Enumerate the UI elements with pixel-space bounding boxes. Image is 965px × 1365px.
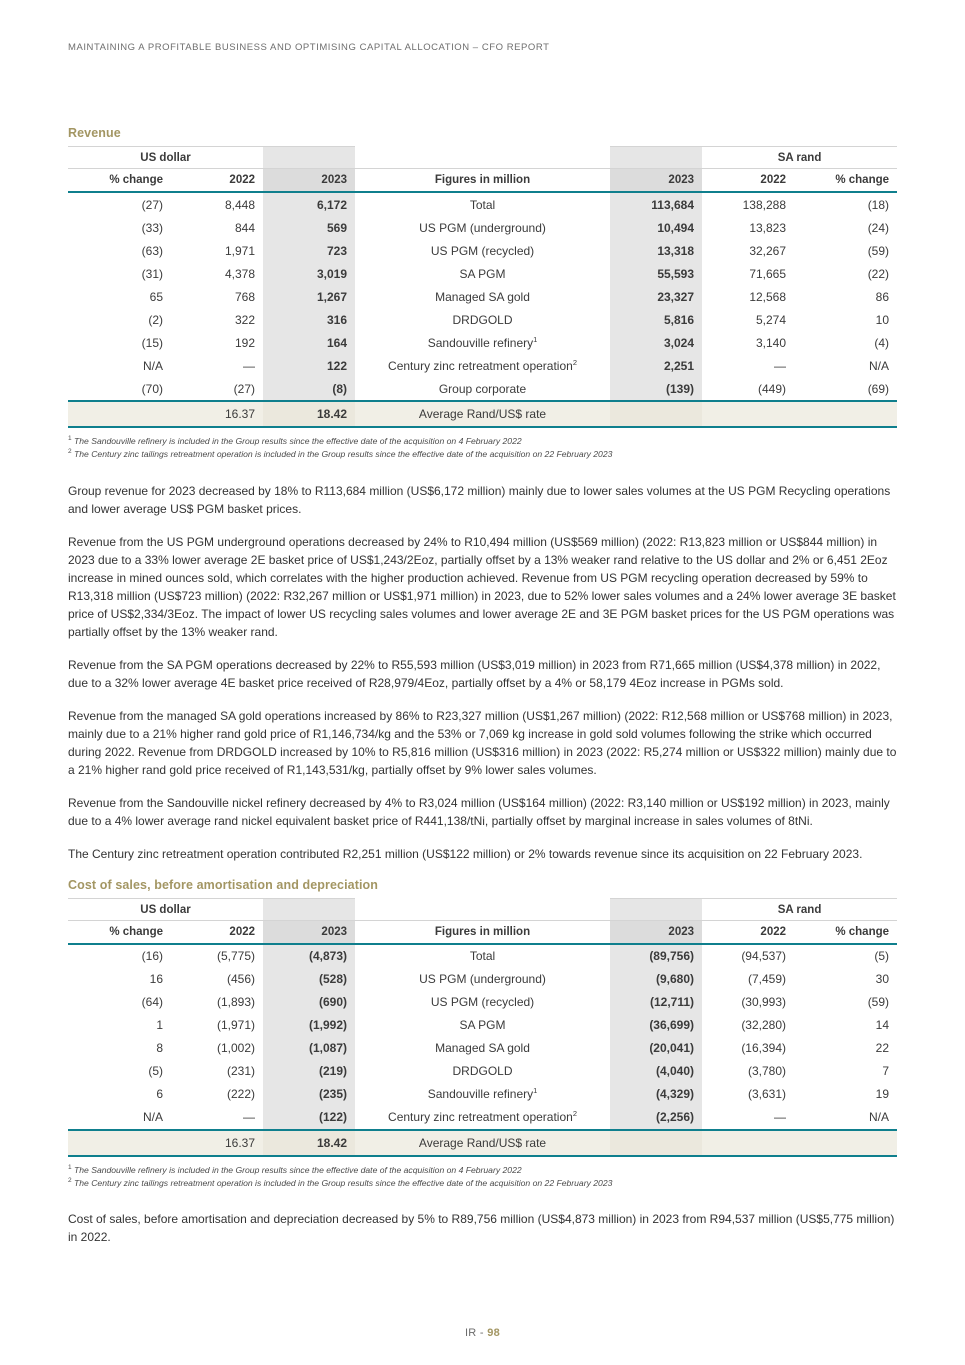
cos-col-zar-2022: 2022 [702, 920, 794, 944]
revenue-footnotes [68, 435, 897, 462]
revenue-row-zar-2022: 3,140 [755, 335, 787, 350]
cos-group-header-row [68, 898, 897, 920]
cos-row-label: Total [469, 949, 496, 964]
cos-group-zar-spacer [610, 898, 702, 920]
revenue-row-usd-pct: (2) [148, 312, 163, 327]
cos-row-zar-2022: (3,631) [747, 1087, 787, 1102]
cos-row-zar-2022: (94,537) [741, 949, 787, 964]
table-row [68, 377, 897, 401]
revenue-row-zar-2023: 23,327 [610, 285, 702, 308]
cos-row-zar-2022: — [774, 1110, 787, 1125]
cost-of-sales-footnotes [68, 1164, 897, 1191]
revenue-total-usd-2023: 18.42 [263, 401, 355, 427]
cos-average-rate-row [68, 1130, 897, 1156]
cos-row-label: US PGM (underground) [419, 972, 546, 987]
cos-row-usd-2023: (528) [263, 968, 355, 991]
revenue-row-usd-pct: (33) [141, 220, 163, 235]
cos-row-usd-2023: (690) [263, 991, 355, 1014]
cost-of-sales-paragraphs [68, 1210, 897, 1246]
cos-row-usd-2022: (1,893) [216, 995, 256, 1010]
footnote-marker: 2 [68, 1177, 72, 1185]
table-row [68, 1037, 897, 1060]
cos-row-zar-2022: (3,780) [747, 1064, 787, 1079]
table-row [68, 285, 897, 308]
revenue-row-zar-2023: 3,024 [610, 331, 702, 354]
cos-row-zar-pct: 7 [882, 1064, 890, 1079]
cost-of-sales-section [68, 878, 897, 1247]
revenue-table-body [68, 192, 897, 401]
revenue-row-zar-2023: 2,251 [610, 354, 702, 377]
cos-footnote: $^2$ The Century zinc tailings retreatment operation is included in the Group results since the effective date of the acquisition on 22 February 2023 [68, 1177, 613, 1188]
table-row [68, 262, 897, 285]
cos-row-usd-2022: (1,002) [216, 1041, 256, 1056]
cos-row-label: US PGM (recycled) [430, 995, 535, 1010]
table-row [68, 308, 897, 331]
table-row [68, 216, 897, 239]
cos-total-usd-2023: 18.42 [263, 1130, 355, 1156]
revenue-group-spacer [355, 147, 610, 169]
cos-row-usd-2022: (231) [227, 1064, 256, 1079]
cos-row-zar-pct: 19 [875, 1087, 890, 1102]
revenue-paragraph: Group revenue for 2023 decreased by 18% to R113,684 million (US$6,172 million) mainly due to lower sales volumes at the US PGM Recycling operations and lower average US$ PGM basket prices. [68, 483, 891, 516]
revenue-row-zar-pct: (18) [867, 197, 890, 212]
cos-row-zar-pct: 14 [875, 1018, 890, 1033]
footer-prefix: IR - [464, 1327, 488, 1339]
revenue-heading: Revenue [68, 126, 121, 140]
revenue-footnote: $^2$ The Century zinc tailings retreatment operation is included in the Group results since the effective date of the acquisition on 22 February 2023 [68, 448, 613, 460]
cos-row-usd-2022: (222) [227, 1087, 256, 1102]
revenue-paragraph: Revenue from the SA PGM operations decreased by 22% to R55,593 million (US$3,019 million) in 2023 from R71,665 million (US$4,378 million) in 2022, due to a 32% lower average 4E basket price received of R28,979/4Eoz, partially offset by a 4% or 58,179 4Eoz increase in PGMs sold. [68, 657, 881, 690]
revenue-row-zar-2022: (449) [758, 381, 787, 396]
cos-row-zar-2022: (30,993) [741, 995, 787, 1010]
revenue-group-usd: US dollar [68, 147, 263, 169]
cos-total-zar-pct [794, 1130, 897, 1156]
revenue-group-usd-spacer [263, 147, 355, 169]
revenue-column-header-row [68, 169, 897, 193]
revenue-row-usd-pct: (70) [141, 381, 163, 396]
cos-row-usd-pct: 16 [149, 972, 163, 987]
revenue-row-zar-pct: (22) [867, 266, 890, 281]
revenue-row-label: Group corporate [438, 381, 527, 396]
cos-paragraph: Cost of sales, before amortisation and depreciation decreased by 5% to R89,756 million (US$4,873 million) in 2023 from R94,537 million (US$5,775 million) in 2022. [68, 1212, 895, 1245]
table-row [68, 239, 897, 262]
page-footer [0, 1327, 965, 1339]
cos-row-zar-2022: (32,280) [741, 1018, 787, 1033]
cos-col-usd-2023: 2023 [263, 920, 355, 944]
footnote-marker: 1 [68, 435, 72, 443]
revenue-row-zar-2022: 138,288 [742, 197, 787, 212]
cos-total-zar-2022 [702, 1130, 794, 1156]
cos-row-zar-2023: (12,711) [610, 991, 702, 1014]
cos-group-usd: US dollar [68, 898, 263, 920]
revenue-row-zar-2022: 32,267 [749, 243, 787, 258]
footnote-marker: 2 [572, 1109, 577, 1119]
revenue-paragraphs [68, 482, 897, 863]
revenue-row-zar-2022: 12,568 [749, 289, 787, 304]
revenue-row-zar-pct: (59) [867, 243, 890, 258]
revenue-row-usd-pct: (27) [141, 197, 163, 212]
revenue-row-usd-pct: N/A [142, 358, 163, 373]
cos-row-usd-pct: (64) [141, 995, 163, 1010]
cos-column-header-row [68, 920, 897, 944]
table-row [68, 991, 897, 1014]
table-row [68, 331, 897, 354]
cos-row-usd-2023: (219) [263, 1060, 355, 1083]
page-content [68, 126, 897, 1261]
cos-row-usd-pct: (16) [141, 949, 163, 964]
revenue-total-label: Average Rand/US$ rate [355, 401, 610, 427]
revenue-row-usd-2023: 122 [263, 354, 355, 377]
footer-page-number: 98 [487, 1327, 501, 1339]
cos-row-label: Managed SA gold [435, 1041, 530, 1056]
revenue-row-usd-2022: (27) [233, 381, 256, 396]
running-header: MAINTAINING A PROFITABLE BUSINESS AND OPTIMISING CAPITAL ALLOCATION – CFO REPORT [68, 42, 550, 53]
revenue-col-figures-label: Figures in million [355, 169, 610, 193]
cos-row-zar-2023: (2,256) [610, 1106, 702, 1130]
cos-group-usd-spacer [263, 898, 355, 920]
revenue-row-usd-2023: 1,267 [263, 285, 355, 308]
revenue-row-usd-2022: 1,971 [224, 243, 256, 258]
revenue-row-zar-pct: (4) [874, 335, 890, 350]
cost-of-sales-table-foot [68, 1130, 897, 1156]
revenue-row-usd-pct: (63) [141, 243, 163, 258]
cos-col-figures-label: Figures in million [355, 920, 610, 944]
revenue-row-zar-pct: 10 [875, 312, 890, 327]
table-row [68, 354, 897, 377]
cos-total-usd-pct [68, 1130, 171, 1156]
revenue-row-zar-2023: 113,684 [610, 192, 702, 216]
cos-row-zar-2022: (16,394) [741, 1041, 787, 1056]
cos-row-zar-2023: (89,756) [610, 944, 702, 968]
revenue-row-label: Total [469, 197, 496, 212]
cos-row-usd-2023: (1,992) [263, 1014, 355, 1037]
table-row [68, 1014, 897, 1037]
revenue-col-usd-2023: 2023 [263, 169, 355, 193]
cos-col-zar-2023: 2023 [610, 920, 702, 944]
cos-row-label: Sandouville refinery$^1$ [427, 1086, 538, 1102]
revenue-row-label: Managed SA gold [435, 289, 530, 304]
revenue-row-zar-2022: 71,665 [749, 266, 787, 281]
cos-row-zar-2023: (9,680) [610, 968, 702, 991]
cos-col-zar-pct-change: % change [794, 920, 897, 944]
cos-row-zar-2023: (20,041) [610, 1037, 702, 1060]
revenue-row-label: US PGM (recycled) [430, 243, 535, 258]
cos-row-zar-pct: 30 [875, 972, 890, 987]
table-row [68, 1083, 897, 1106]
footnote-marker: 1 [533, 1086, 538, 1096]
revenue-paragraph: Revenue from the managed SA gold operations increased by 86% to R23,327 million (US$1,267 million) (2022: R12,568 million or US$768 million) in 2023, mainly due to a 21% higher rand gold price of R1,146,734/kg and the 53% or 7,069 kg increase in gold sold volumes following the strike which occurred during 2022. Revenue from DRDGOLD increased by 10% to R5,816 million (US$316 million) in 2023 (2022: R5,274 million or US$322 million) mainly due to a 21% higher rand gold price received of R1,143,531/kg, partially offset by 9% lower sales volumes. [68, 708, 897, 777]
cos-row-zar-pct: (5) [874, 949, 890, 964]
revenue-total-zar-2022 [702, 401, 794, 427]
revenue-row-label: SA PGM [459, 266, 506, 281]
revenue-row-usd-2022: 4,378 [224, 266, 256, 281]
revenue-total-zar-2023 [610, 401, 702, 427]
table-row [68, 944, 897, 968]
revenue-col-zar-pct-change: % change [794, 169, 897, 193]
revenue-col-zar-2023: 2023 [610, 169, 702, 193]
revenue-row-zar-pct: (24) [867, 220, 890, 235]
revenue-paragraph: Revenue from the Sandouville nickel refinery decreased by 4% to R3,024 million (US$164 million) (2022: R3,140 million or US$192 million) in 2023, mainly due to a 4% lower average rand nickel equivalent basket price of R441,138/tNi, partially offset by marginal increase in sales volumes of 8tNi. [68, 795, 890, 828]
revenue-row-usd-pct: (31) [141, 266, 163, 281]
cos-row-usd-2023: (4,873) [263, 944, 355, 968]
revenue-row-usd-2022: 8,448 [224, 197, 256, 212]
cos-row-zar-2023: (36,699) [610, 1014, 702, 1037]
revenue-table [68, 146, 897, 428]
revenue-row-usd-2023: 164 [263, 331, 355, 354]
revenue-row-usd-2022: — [243, 358, 256, 373]
revenue-row-zar-pct: 86 [875, 289, 890, 304]
revenue-row-usd-pct: (15) [141, 335, 163, 350]
revenue-total-usd-pct [68, 401, 171, 427]
revenue-row-usd-2023: 316 [263, 308, 355, 331]
cos-group-spacer [355, 898, 610, 920]
cos-total-label: Average Rand/US$ rate [355, 1130, 610, 1156]
revenue-row-label: US PGM (underground) [419, 220, 546, 235]
revenue-average-rate-row [68, 401, 897, 427]
revenue-row-zar-pct: (69) [867, 381, 890, 396]
cos-row-usd-2022: (5,775) [216, 949, 256, 964]
cos-group-zar: SA rand [702, 898, 897, 920]
revenue-row-usd-2023: 3,019 [263, 262, 355, 285]
table-row [68, 968, 897, 991]
table-row [68, 192, 897, 216]
cost-of-sales-table-body [68, 944, 897, 1130]
cos-row-label: SA PGM [459, 1018, 506, 1033]
revenue-row-usd-2022: 844 [234, 220, 256, 235]
footnote-marker: 2 [572, 357, 577, 367]
revenue-row-label: Sandouville refinery$^1$ [427, 334, 538, 350]
revenue-row-zar-2023: 13,318 [610, 239, 702, 262]
revenue-row-usd-2023: 723 [263, 239, 355, 262]
cos-row-usd-pct: (5) [148, 1064, 163, 1079]
cos-footnote: $^1$ The Sandouville refinery is included in the Group results since the effective date of the acquisition on 4 February 2022 [68, 1163, 522, 1175]
cos-row-zar-2022: (7,459) [747, 972, 787, 987]
cos-row-label: DRDGOLD [452, 1064, 513, 1079]
revenue-footnote: $^1$ The Sandouville refinery is included in the Group results since the effective date of the acquisition on 4 February 2022 [68, 435, 522, 446]
table-row [68, 1106, 897, 1130]
revenue-row-zar-2022: 5,274 [755, 312, 787, 327]
cos-row-usd-2022: — [243, 1110, 256, 1125]
revenue-row-zar-2022: 13,823 [749, 220, 787, 235]
revenue-row-usd-2023: 569 [263, 216, 355, 239]
revenue-col-usd-2022: 2022 [171, 169, 263, 193]
cos-col-usd-pct-change: % change [68, 920, 171, 944]
footnote-marker: 1 [68, 1163, 72, 1171]
revenue-col-usd-pct-change: % change [68, 169, 171, 193]
revenue-paragraph: Revenue from the US PGM underground operations decreased by 24% to R10,494 million (US$569 million) (2022: R13,823 million or US$844 million) in 2023 due to a 33% lower average 2E basket price of US$1,243/2Eoz, partially offset by a 13% weaker rand relative to the US dollar and 2% or 6,451 2Eoz increase in mined ounces sold, which correlates with the higher production achieved. Revenue from US PGM recycling operation decreased by 59% to R13,318 million (US$723 million) (2022: R32,267 million or US$1,971 million) in 2023, due to 52% lower sales volumes and a 24% lower average 3E basket price of US$2,334/3Eoz. The impact of lower US recycling sales volumes and lower average 2E and 3E PGM basket prices for the US PGM operations was partially offset by the 13% weaker rand. [68, 534, 896, 639]
revenue-row-usd-2022: 768 [234, 289, 256, 304]
revenue-row-zar-pct: N/A [869, 358, 890, 373]
revenue-row-label: Century zinc retreatment operation$^2$ [388, 357, 577, 373]
revenue-section [68, 126, 897, 863]
revenue-group-header-row [68, 147, 897, 169]
cos-row-zar-2023: (4,040) [610, 1060, 702, 1083]
revenue-group-zar: SA rand [702, 147, 897, 169]
revenue-total-usd-2022: 16.37 [171, 401, 263, 427]
revenue-row-zar-2023: 55,593 [610, 262, 702, 285]
cos-row-zar-pct: 22 [875, 1041, 890, 1056]
revenue-row-label: DRDGOLD [452, 312, 513, 327]
cos-row-usd-2023: (122) [263, 1106, 355, 1130]
revenue-row-usd-2022: 192 [234, 335, 256, 350]
revenue-total-zar-pct [794, 401, 897, 427]
cos-row-usd-pct: N/A [142, 1110, 163, 1125]
revenue-row-usd-2023: (8) [263, 377, 355, 401]
table-row [68, 1060, 897, 1083]
revenue-row-usd-2023: 6,172 [263, 192, 355, 216]
cos-row-usd-2022: (1,971) [216, 1018, 256, 1033]
cos-row-usd-2022: (456) [227, 972, 256, 987]
revenue-col-zar-2022: 2022 [702, 169, 794, 193]
cos-row-label: Century zinc retreatment operation$^2$ [388, 1109, 577, 1125]
revenue-table-foot [68, 401, 897, 427]
cos-total-usd-2022: 16.37 [171, 1130, 263, 1156]
cost-of-sales-heading: Cost of sales, before amortisation and depreciation [68, 877, 379, 892]
cos-total-zar-2023 [610, 1130, 702, 1156]
revenue-row-zar-2023: (139) [610, 377, 702, 401]
revenue-row-usd-pct: 65 [149, 289, 163, 304]
cos-row-usd-2023: (1,087) [263, 1037, 355, 1060]
revenue-row-usd-2022: 322 [234, 312, 256, 327]
cos-row-zar-pct: (59) [867, 995, 890, 1010]
cos-col-usd-2022: 2022 [171, 920, 263, 944]
revenue-row-zar-2023: 5,816 [610, 308, 702, 331]
revenue-row-zar-2023: 10,494 [610, 216, 702, 239]
cos-row-zar-pct: N/A [869, 1110, 890, 1125]
revenue-row-zar-2022: — [774, 358, 787, 373]
footnote-marker: 2 [68, 448, 72, 456]
cos-row-usd-pct: 6 [156, 1087, 163, 1102]
cos-row-usd-2023: (235) [263, 1083, 355, 1106]
revenue-paragraph: The Century zinc retreatment operation contributed R2,251 million (US$122 million) or 2% towards revenue since its acquisition on 22 February 2023. [68, 846, 863, 861]
cost-of-sales-table [68, 898, 897, 1157]
cos-row-usd-pct: 8 [156, 1041, 163, 1056]
footnote-marker: 1 [533, 334, 538, 344]
cos-row-usd-pct: 1 [156, 1018, 163, 1033]
revenue-group-zar-spacer [610, 147, 702, 169]
cos-row-zar-2023: (4,329) [610, 1083, 702, 1106]
